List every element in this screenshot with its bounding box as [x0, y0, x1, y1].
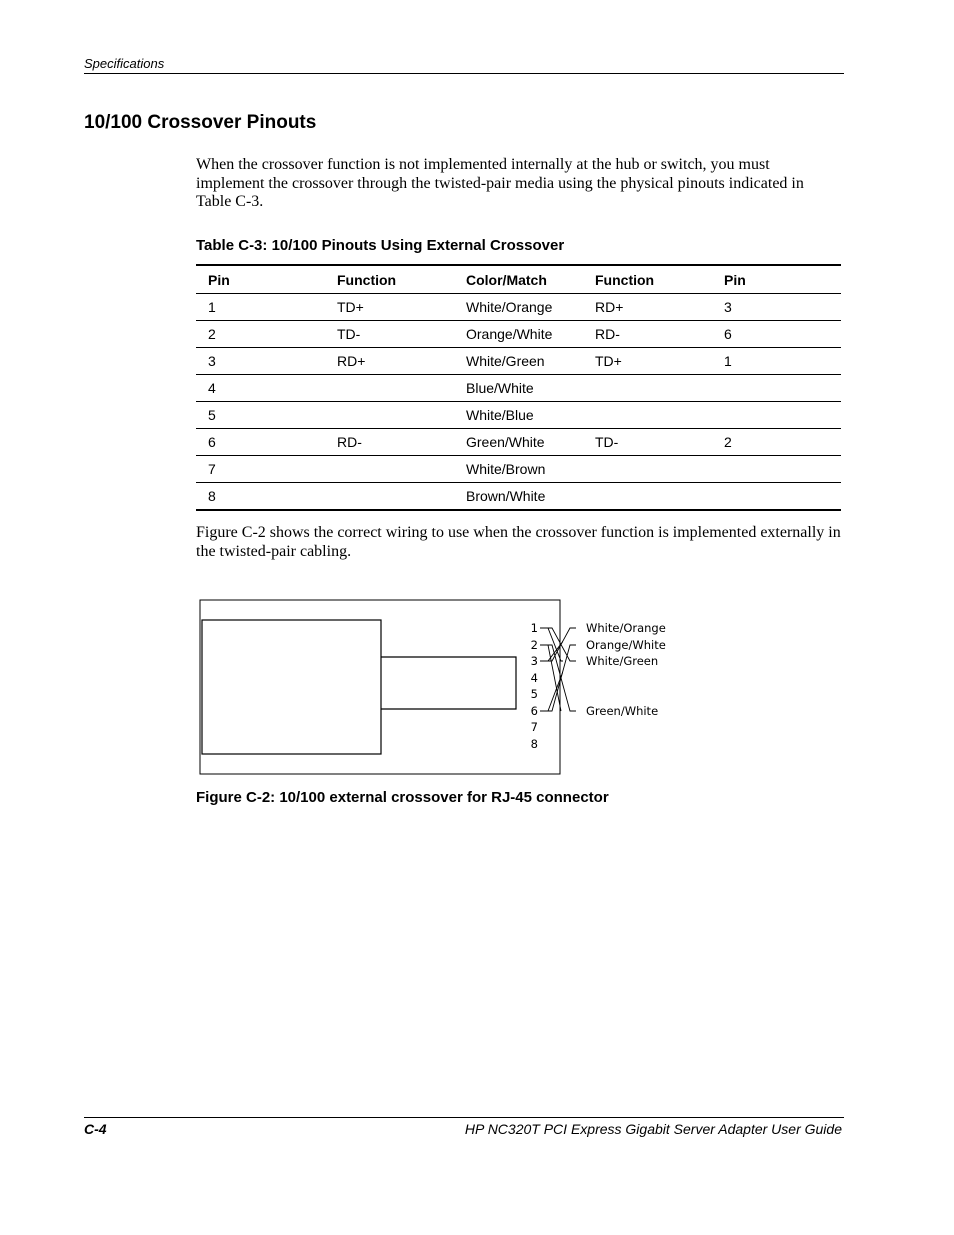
footer-rule [84, 1117, 844, 1118]
table-cell: Brown/White [466, 488, 546, 504]
table-cell: 1 [724, 353, 732, 369]
table-cell: White/Blue [466, 407, 534, 423]
header-color-match: Color/Match [466, 271, 547, 288]
figure-caption: Figure C-2: 10/100 external crossover for RJ-45 connector [196, 789, 609, 806]
header-rule [84, 73, 844, 74]
table-cell: Blue/White [466, 380, 534, 396]
table-cell [712, 402, 841, 429]
guide-title: HP NC320T PCI Express Gigabit Server Adapter User Guide [464, 1121, 842, 1137]
table-cell [712, 456, 841, 483]
table-cell: White/Orange [466, 299, 553, 315]
pin-label: 7 [530, 720, 538, 734]
table-row [196, 429, 841, 456]
table-cell: White/Green [466, 353, 545, 369]
table-row [196, 321, 841, 348]
table-cell [325, 375, 454, 402]
table-cell: 3 [208, 353, 216, 369]
table-row [196, 348, 841, 375]
pinout-table [196, 264, 841, 511]
wire-line [540, 628, 576, 661]
table-cell: RD- [337, 434, 362, 450]
table-cell: TD+ [337, 299, 364, 315]
wire-line [540, 645, 576, 711]
table-cell: 7 [208, 461, 216, 477]
table-cell: 6 [208, 434, 216, 450]
running-header: Specifications [84, 56, 165, 71]
wire-line [540, 645, 576, 711]
table-cell [712, 375, 841, 402]
table-cell: 3 [724, 299, 732, 315]
table-cell: TD- [595, 434, 619, 450]
header-pin: Pin [208, 271, 230, 288]
table-cell: 8 [208, 488, 216, 504]
table-cell [325, 402, 454, 429]
table-cell: Green/White [466, 434, 545, 450]
page-number: C-4 [84, 1121, 107, 1137]
table-row [196, 294, 841, 321]
pin-label: 1 [530, 621, 538, 635]
wire-lines [540, 628, 576, 711]
pin-label: 5 [530, 687, 538, 701]
table-cell: 1 [208, 299, 216, 315]
table-cell [325, 456, 454, 483]
connector-housing [202, 620, 381, 754]
table-cell: 4 [208, 380, 216, 396]
pin-label: 8 [530, 737, 538, 751]
table-cell: Orange/White [466, 326, 553, 342]
header-function: Function [337, 271, 397, 288]
wire-label-group [530, 615, 670, 725]
wire-label: White/Orange [586, 621, 666, 635]
table-cell: RD- [595, 326, 620, 342]
pin-label: 3 [530, 654, 538, 668]
pin-label: 4 [530, 671, 538, 685]
table-row [196, 375, 841, 402]
table-cell: RD+ [337, 353, 366, 369]
table-cell [583, 402, 712, 429]
table-caption: Table C-3: 10/100 Pinouts Using External Crossover [196, 237, 565, 254]
table-cell: 2 [208, 326, 216, 342]
table-cell: 2 [724, 434, 732, 450]
table-cell [325, 483, 454, 511]
table-row [196, 483, 841, 511]
wire-label: White/Green [586, 654, 659, 668]
figure-intro-paragraph: Figure C-2 shows the correct wiring to use when the crossover function is implemented externally in the twisted-pair cabling. [196, 524, 841, 560]
wire-label: Green/White [586, 704, 659, 718]
table-header-row [196, 265, 841, 294]
table-cell [712, 483, 841, 511]
table-row [196, 402, 841, 429]
header-function-2: Function [595, 271, 655, 288]
section-title: 10/100 Crossover Pinouts [84, 112, 317, 133]
pin-label: 6 [530, 704, 538, 718]
header-pin-2: Pin [724, 271, 746, 288]
connector-plug [381, 657, 516, 709]
table-cell [583, 375, 712, 402]
table-cell [583, 483, 712, 511]
table-cell: TD+ [595, 353, 622, 369]
table-cell: RD+ [595, 299, 624, 315]
table-cell: TD- [337, 326, 361, 342]
table-row [196, 456, 841, 483]
pin-label: 2 [530, 638, 538, 652]
wire-label: Orange/White [586, 638, 666, 652]
table-cell: 6 [724, 326, 732, 342]
table-cell [583, 456, 712, 483]
wire-line [540, 628, 576, 661]
table-cell: White/Brown [466, 461, 546, 477]
intro-paragraph: When the crossover function is not implemented internally at the hub or switch, you must implement the crossover through the twisted-pair media using the physical pinouts indicated in Table C-3. [196, 156, 804, 210]
figure-frame [200, 600, 560, 774]
table-cell: 5 [208, 407, 216, 423]
crossover-diagram [199, 599, 563, 777]
